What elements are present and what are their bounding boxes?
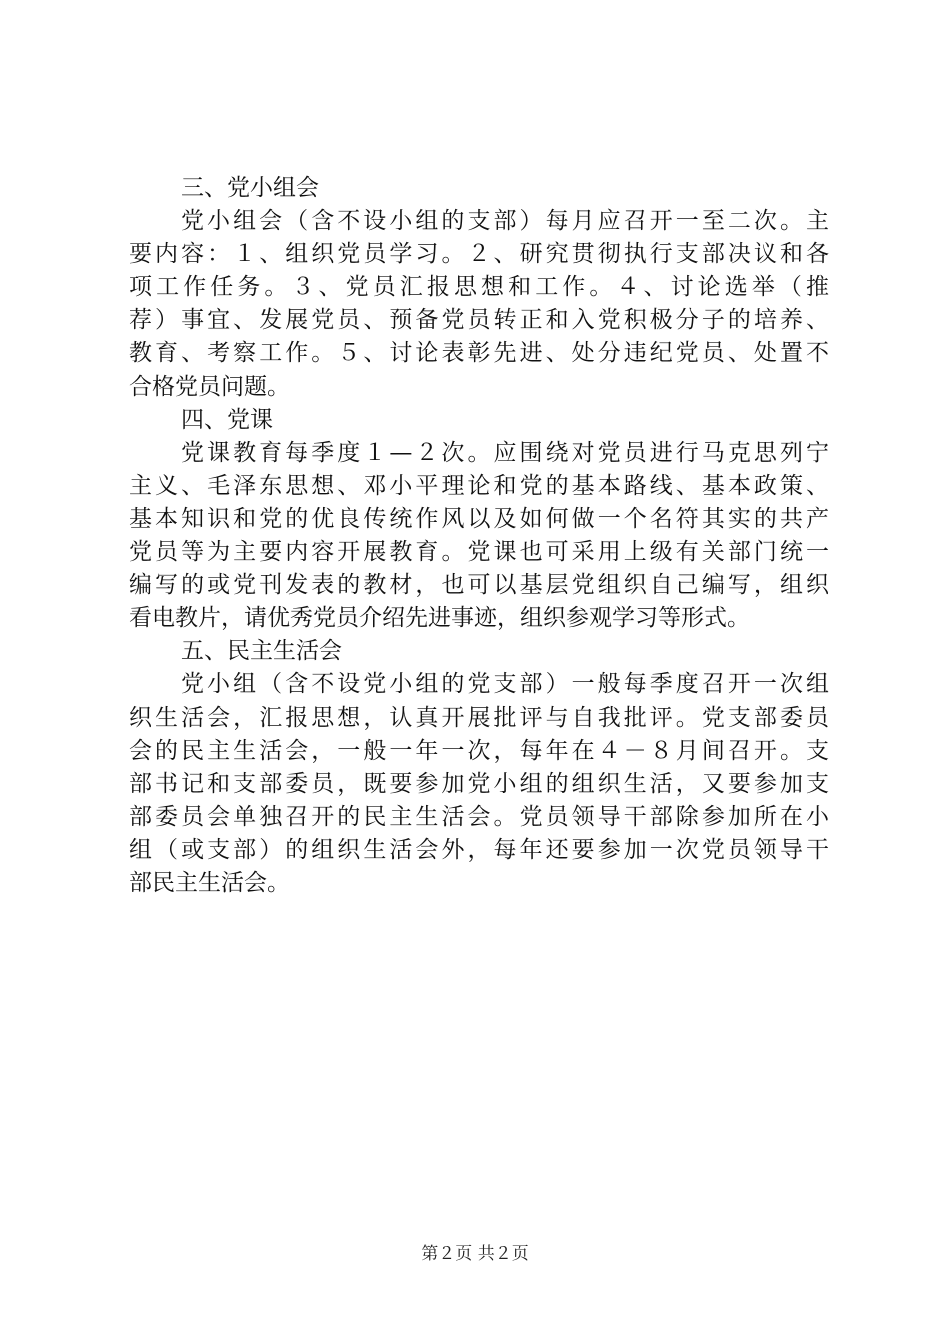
paragraph-line: 基本知识和党的优良传统作风以及如何做一个名符其实的共产 [129, 505, 829, 532]
section-heading-party-lecture: 四、党课 [181, 406, 273, 433]
section-heading-democratic-life-meeting: 五、民主生活会 [181, 638, 342, 665]
paragraph-line: 党课教育每季度１—２次。应围绕对党员进行马克思列宁 [181, 439, 829, 466]
page-number-footer: 第２页 共２页 [421, 1244, 529, 1264]
paragraph-line: 荐）事宜、发展党员、预备党员转正和入党积极分子的培养、 [129, 307, 829, 334]
paragraph-line: 织生活会，汇报思想，认真开展批评与自我批评。党支部委员 [129, 704, 829, 731]
paragraph-line: 部委员会单独召开的民主生活会。党员领导干部除参加所在小 [129, 803, 829, 830]
paragraph-line: 会的民主生活会，一般一年一次，每年在４－８月间召开。支 [129, 737, 829, 764]
paragraph-line: 党员等为主要内容开展教育。党课也可采用上级有关部门统一 [129, 539, 829, 566]
paragraph-line: 组（或支部）的组织生活会外，每年还要参加一次党员领导干 [129, 836, 829, 863]
paragraph-line: 党小组会（含不设小组的支部）每月应召开一至二次。主 [181, 208, 829, 235]
paragraph-line: 党小组（含不设党小组的党支部）一般每季度召开一次组 [181, 671, 829, 698]
paragraph-line: 教育、考察工作。５、讨论表彰先进、处分违纪党员、处置不 [129, 340, 829, 367]
paragraph-line: 部民主生活会。 [129, 869, 290, 896]
document-body [129, 172, 829, 900]
paragraph-line: 主义、毛泽东思想、邓小平理论和党的基本路线、基本政策、 [129, 472, 829, 499]
paragraph-line: 编写的或党刊发表的教材，也可以基层党组织自己编写，组织 [129, 572, 829, 599]
paragraph-line: 合格党员问题。 [129, 373, 290, 400]
paragraph-line: 项工作任务。３、党员汇报思想和工作。４、讨论选举（推 [129, 274, 829, 301]
paragraph-line: 要内容：１、组织党员学习。２、研究贯彻执行支部决议和各 [129, 241, 829, 268]
section-heading-party-group-meeting: 三、党小组会 [181, 175, 319, 201]
paragraph-line: 看电教片，请优秀党员介绍先进事迹，组织参观学习等形式。 [129, 605, 750, 632]
paragraph-line: 部书记和支部委员，既要参加党小组的组织生活，又要参加支 [129, 770, 829, 797]
